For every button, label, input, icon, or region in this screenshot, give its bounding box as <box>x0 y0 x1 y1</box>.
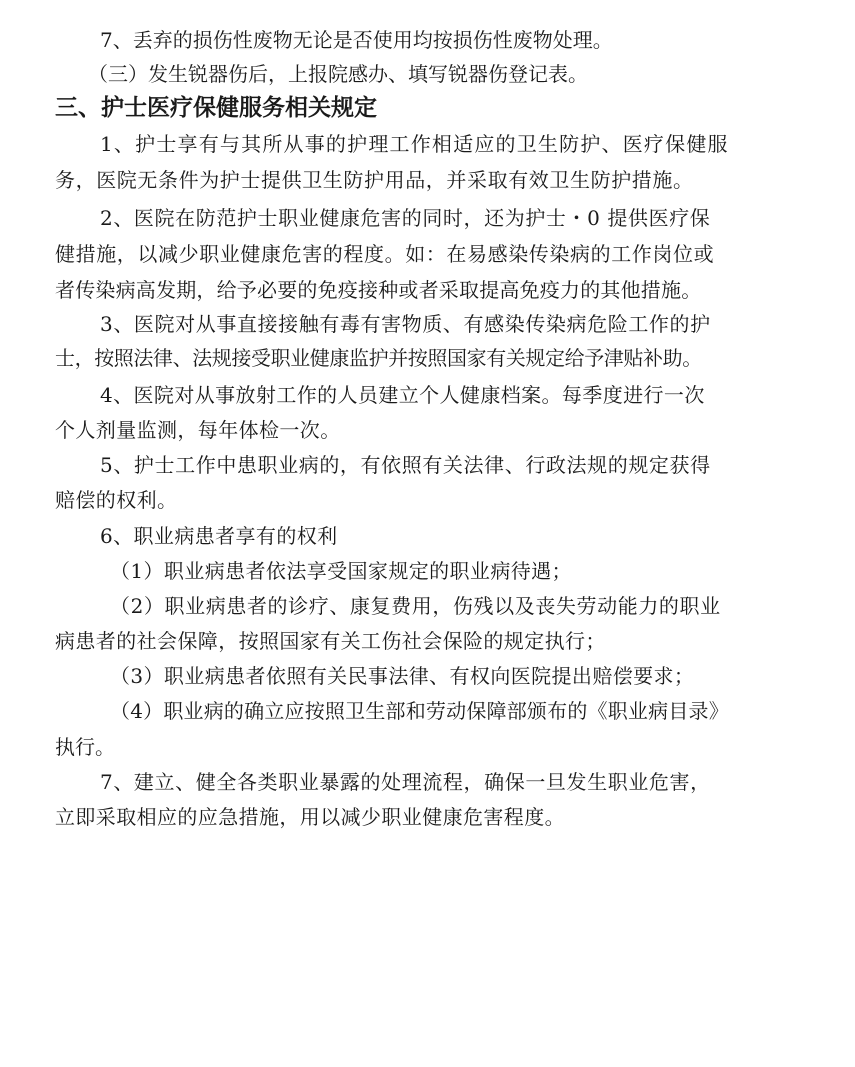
list-item: （2）职业病患者的诊疗、康复费用，伤残以及丧失劳动能力的职业 <box>110 594 721 618</box>
paragraph-line: 士，按照法律、法规接受职业健康监护并按照国家有关规定给予津贴补助。 <box>55 346 702 370</box>
paragraph-line: 6、职业病患者享有的权利 <box>100 524 338 548</box>
list-item: （1）职业病患者依法享受国家规定的职业病待遇； <box>110 559 572 583</box>
paragraph-line: 务，医院无条件为护士提供卫生防护用品，并采取有效卫生防护措施。 <box>55 168 694 192</box>
list-item: （3）职业病患者依照有关民事法律、有权向医院提出赔偿要求； <box>110 664 695 688</box>
paragraph-line: 7、建立、健全各类职业暴露的处理流程，确保一旦发生职业危害， <box>100 770 711 794</box>
section-heading: 三、护士医疗保健服务相关规定 <box>55 95 377 121</box>
paragraph-line: 个人剂量监测，每年体检一次。 <box>55 418 341 442</box>
paragraph-line: （三）发生锐器伤后，上报院感办、填写锐器伤登记表。 <box>88 62 588 86</box>
paragraph-line: 1、护士享有与其所从事的护理工作相适应的卫生防护、医疗保健服 <box>100 132 729 156</box>
paragraph-line: 7、丢弃的损伤性废物无论是否使用均按损伤性废物处理。 <box>100 28 613 52</box>
list-item-continuation: 病患者的社会保障，按照国家有关工伤社会保险的规定执行； <box>55 629 606 653</box>
paragraph-line: 者传染病高发期，给予必要的免疫接种或者采取提高免疫力的其他措施。 <box>55 278 702 302</box>
paragraph-line: 赔偿的权利。 <box>55 488 178 512</box>
paragraph-line: 4、医院对从事放射工作的人员建立个人健康档案。每季度进行一次 <box>100 383 705 407</box>
list-item: （4）职业病的确立应按照卫生部和劳动保障部颁布的《职业病目录》 <box>110 699 729 723</box>
paragraph-line: 5、护士工作中患职业病的，有依照有关法律、行政法规的规定获得 <box>100 453 711 477</box>
paragraph-line: 3、医院对从事直接接触有毒有害物质、有感染传染病危险工作的护 <box>100 312 711 336</box>
paragraph-line: 2、医院在防范护士职业健康危害的同时，还为护士・0 提供医疗保 <box>100 206 711 230</box>
paragraph-line: 健措施，以减少职业健康危害的程度。如：在易感染传染病的工作岗位或 <box>55 242 715 266</box>
list-item-continuation: 执行。 <box>55 735 115 759</box>
paragraph-line: 立即采取相应的应急措施，用以减少职业健康危害程度。 <box>55 805 565 829</box>
